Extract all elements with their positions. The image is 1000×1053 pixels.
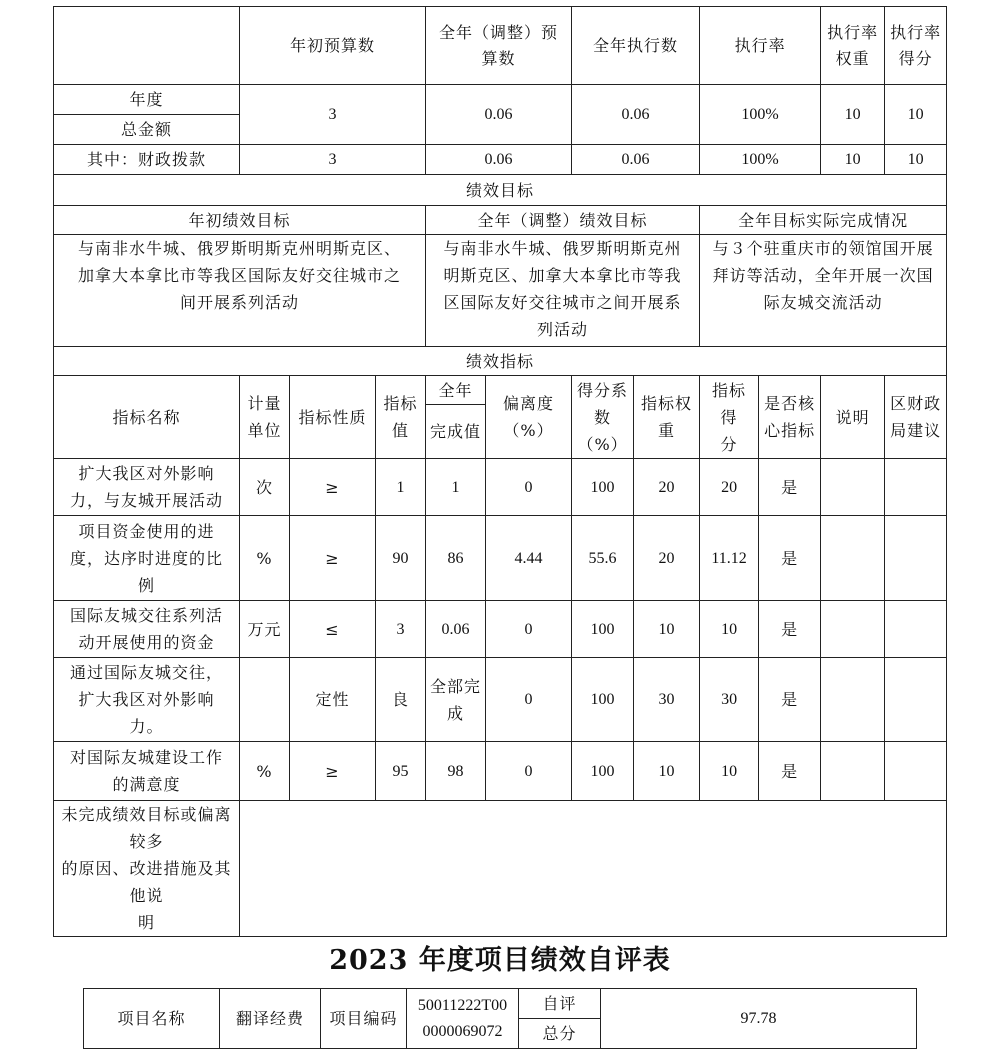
indicator-weight: 10 [634,742,700,801]
budget-header-score: 执行率 得分 [885,7,947,85]
indicator-name: 对国际友城建设工作 的满意度 [54,742,240,801]
indicator-deviation: 0 [486,601,572,658]
indicator-advice [885,742,947,801]
total-score-value: 97.78 [601,989,917,1049]
fiscal-executed: 0.06 [572,145,700,175]
indicator-completion: 0.06 [426,601,486,658]
indicator-score: 20 [700,459,759,516]
indicator-core: 是 [759,459,821,516]
total-rate: 100% [700,85,821,145]
indicator-advice [885,601,947,658]
indicator-unit: 次 [240,459,290,516]
indicator-unit: % [240,516,290,601]
indicator-coef: 55.6 [572,516,634,601]
budget-label-total: 总金额 [54,115,240,145]
indicator-completion: 98 [426,742,486,801]
indicator-target: 90 [376,516,426,601]
indicator-coef: 100 [572,658,634,742]
indicator-deviation: 0 [486,742,572,801]
indicator-advice [885,658,947,742]
indicator-score: 11.12 [700,516,759,601]
indicator-nature: ≥ [290,459,376,516]
indicator-weight: 30 [634,658,700,742]
budget-label-year: 年度 [54,85,240,115]
indicator-note [821,742,885,801]
indicator-score: 10 [700,742,759,801]
self-eval-label: 自评 [519,989,601,1019]
total-adjusted: 0.06 [426,85,572,145]
total-initial: 3 [240,85,426,145]
indicator-completion: 1 [426,459,486,516]
indicator-completion: 86 [426,516,486,601]
ind-header-coef: 得分系 数 （%） [572,376,634,459]
goals-header-initial: 年初绩效目标 [54,206,426,235]
budget-header-executed: 全年执行数 [572,7,700,85]
indicator-unit [240,658,290,742]
ind-header-note: 说明 [821,376,885,459]
budget-corner-cell [54,7,240,85]
fiscal-score: 10 [885,145,947,175]
fiscal-weight: 10 [821,145,885,175]
indicator-row [54,658,947,742]
ind-header-year: 全年 [426,376,486,405]
ind-header-nature: 指标性质 [290,376,376,459]
indicator-target: 3 [376,601,426,658]
indicator-coef: 100 [572,601,634,658]
indicator-core: 是 [759,658,821,742]
goals-header-actual: 全年目标实际完成情况 [700,206,947,235]
ind-header-name: 指标名称 [54,376,240,459]
indicator-unit: % [240,742,290,801]
indicator-note [821,601,885,658]
reason-label: 未完成绩效目标或偏离较多 的原因、改进措施及其他说 明 [54,801,240,937]
indicator-core: 是 [759,516,821,601]
project-code-label: 项目编码 [321,989,407,1049]
budget-label-fiscal: 其中：财政拨款 [54,145,240,175]
project-name-value: 翻译经费 [220,989,321,1049]
indicator-coef: 100 [572,742,634,801]
indicator-advice [885,516,947,601]
goals-header-adjusted: 全年（调整）绩效目标 [426,206,700,235]
indicator-name: 项目资金使用的进 度，达序时进度的比 例 [54,516,240,601]
indicator-completion: 全部完 成 [426,658,486,742]
indicator-weight: 20 [634,516,700,601]
indicator-advice [885,459,947,516]
indicator-core: 是 [759,601,821,658]
indicator-note [821,516,885,601]
budget-header-initial: 年初预算数 [240,7,426,85]
indicator-deviation: 4.44 [486,516,572,601]
indicator-score: 30 [700,658,759,742]
ind-header-unit: 计量 单位 [240,376,290,459]
total-weight: 10 [821,85,885,145]
reason-value [240,801,947,937]
indicator-note [821,459,885,516]
fiscal-adjusted: 0.06 [426,145,572,175]
total-executed: 0.06 [572,85,700,145]
ind-header-deviation: 偏离度 （%） [486,376,572,459]
indicator-row [54,601,947,658]
indicator-unit: 万元 [240,601,290,658]
ind-header-completion: 完成值 [426,405,486,459]
project-name-label: 项目名称 [84,989,220,1049]
budget-header-weight: 执行率 权重 [821,7,885,85]
goals-section-title: 绩效目标 [54,175,947,206]
goal-initial-text: 与南非水牛城、俄罗斯明斯克州明斯克区、 加拿大本拿比市等我区国际友好交往城市之 间开展系列活动 [54,235,426,347]
ind-header-advice: 区财政 局建议 [885,376,947,459]
ind-header-score: 指标得 分 [700,376,759,459]
indicator-row [54,516,947,601]
indicator-weight: 20 [634,459,700,516]
indicator-target: 95 [376,742,426,801]
indicator-row [54,742,947,801]
indicator-deviation: 0 [486,658,572,742]
fiscal-rate: 100% [700,145,821,175]
indicator-target: 1 [376,459,426,516]
budget-header-rate: 执行率 [700,7,821,85]
indicators-section-title: 绩效指标 [54,347,947,376]
total-score-label: 总分 [519,1019,601,1049]
fiscal-initial: 3 [240,145,426,175]
indicator-target: 良 [376,658,426,742]
indicator-score: 10 [700,601,759,658]
goal-actual-text: 与３个驻重庆市的领馆国开展 拜访等活动，全年开展一次国 际友城交流活动 [700,235,947,347]
indicator-nature: ≥ [290,516,376,601]
indicator-deviation: 0 [486,459,572,516]
total-score: 10 [885,85,947,145]
indicator-core: 是 [759,742,821,801]
ind-header-target: 指标 值 [376,376,426,459]
indicator-weight: 10 [634,601,700,658]
ind-header-weight: 指标权 重 [634,376,700,459]
indicator-nature: 定性 [290,658,376,742]
indicator-row [54,459,947,516]
indicator-nature: ≤ [290,601,376,658]
indicator-coef: 100 [572,459,634,516]
indicator-nature: ≥ [290,742,376,801]
project-code-value: 50011222T00 0000069072 [407,989,519,1049]
next-form-table [83,988,917,1049]
budget-header-adjusted: 全年（调整）预 算数 [426,7,572,85]
indicator-name: 国际友城交往系列活 动开展使用的资金 [54,601,240,658]
goal-adjusted-text: 与南非水牛城、俄罗斯明斯克州 明斯克区、加拿大本拿比市等我 区国际友好交往城市之间开展系 列活动 [426,235,700,347]
indicator-note [821,658,885,742]
indicator-name: 通过国际友城交往， 扩大我区对外影响 力。 [54,658,240,742]
indicator-name: 扩大我区对外影响 力，与友城开展活动 [54,459,240,516]
performance-table [53,6,947,937]
ind-header-core: 是否核 心指标 [759,376,821,459]
next-form-title: 2023 年度项目绩效自评表 [329,945,671,976]
